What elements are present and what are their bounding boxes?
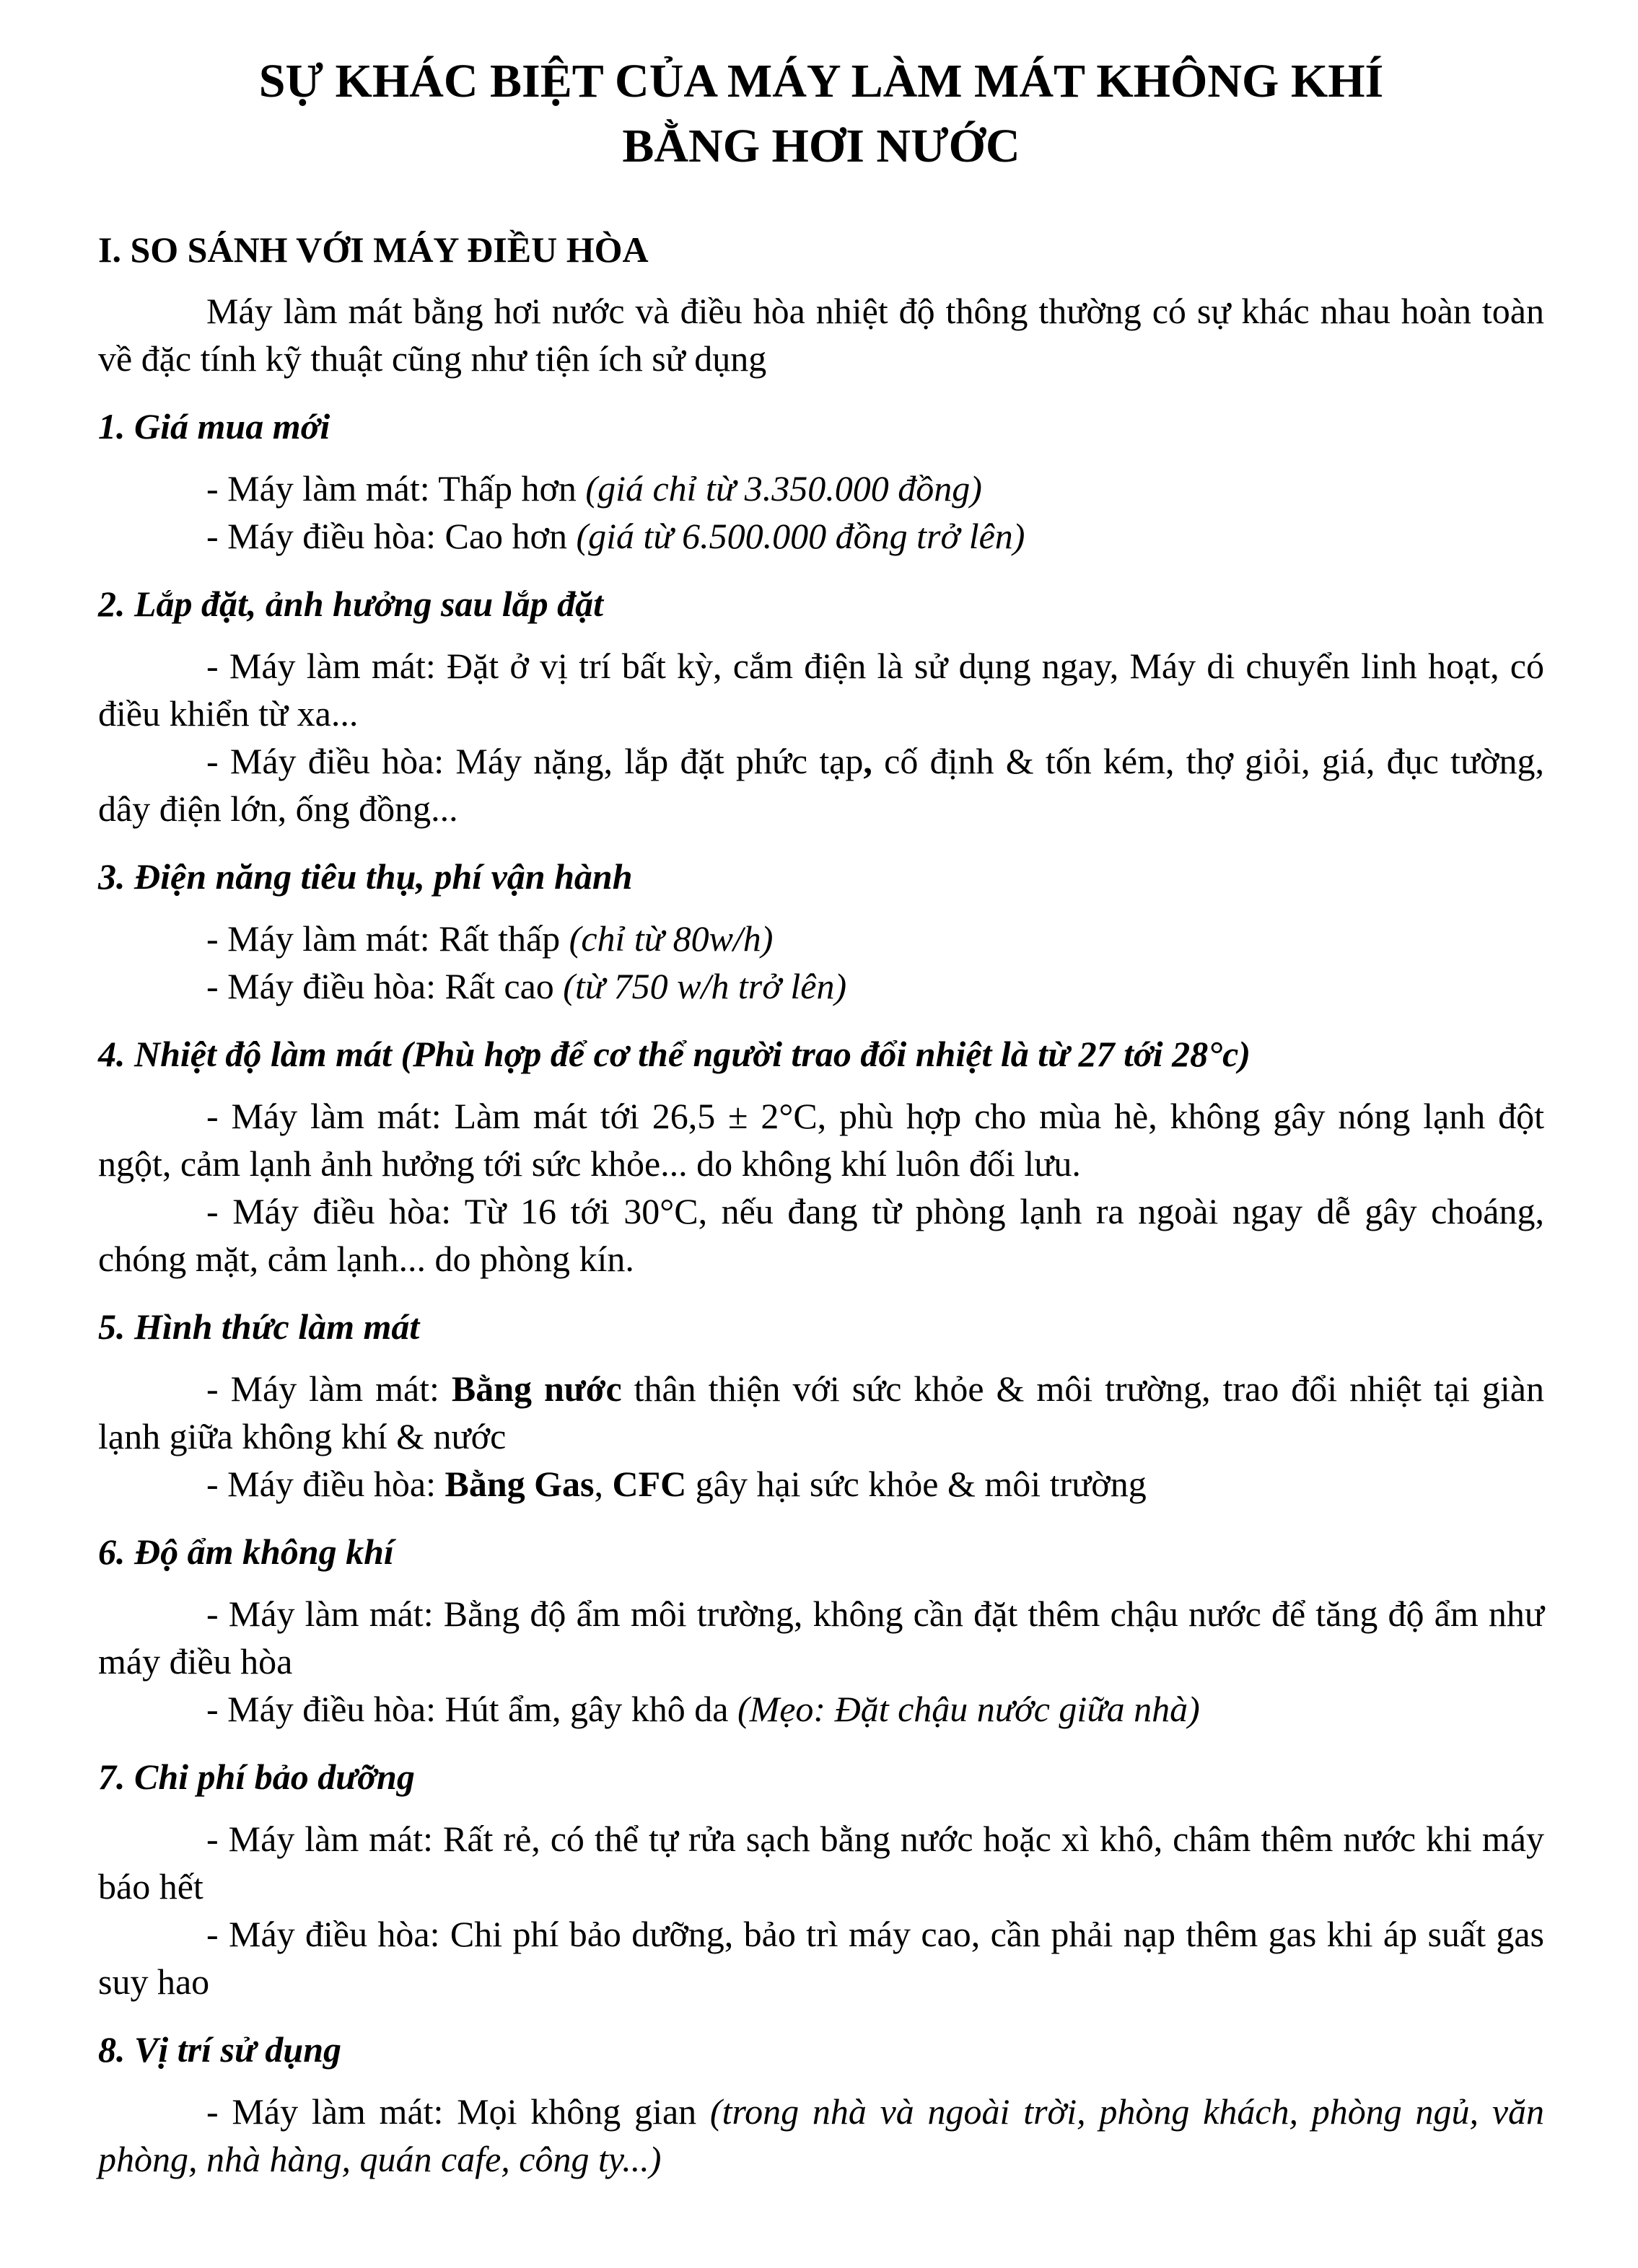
comparison-entry	[98, 1460, 1544, 1508]
comparison-entry	[98, 1815, 1544, 1910]
entry-text-segment: - Máy làm mát: Bằng độ ẩm môi trường, không cần đặt thêm chậu nước để tăng độ ẩm như máy điều hòa	[98, 1594, 1544, 1682]
comparison-entry	[98, 737, 1544, 832]
document-title	[98, 49, 1544, 179]
comparison-entry	[98, 512, 1544, 560]
entry-text-segment: (chỉ từ 80w/h)	[569, 918, 774, 959]
entry-text-segment: - Máy điều hòa: Cao hơn	[206, 516, 577, 556]
item-heading: 4. Nhiệt độ làm mát (Phù hợp để cơ thể người trao đổi nhiệt là từ 27 tới 28°c)	[98, 1034, 1251, 1074]
entry-text-segment: - Máy làm mát: Đặt ở vị trí bất kỳ, cắm điện là sử dụng ngay, Máy di chuyển linh hoạt, có điều khiển từ xa...	[98, 646, 1544, 734]
item-heading: 2. Lắp đặt, ảnh hưởng sau lắp đặt	[98, 584, 603, 624]
comparison-entry	[98, 1910, 1544, 2005]
entry-text-segment: - Máy điều hòa: Từ 16 tới 30°C, nếu đang từ phòng lạnh ra ngoài ngay dễ gây choáng, chóng mặt, cảm lạnh... do phòng kín.	[98, 1191, 1544, 1279]
entry-text-segment: - Máy điều hòa:	[206, 1464, 445, 1504]
entry-text-segment: - Máy làm mát: Mọi không gian	[206, 2091, 710, 2132]
entry-text-segment: - Máy làm mát: Thấp hơn	[206, 468, 586, 509]
comparison-entry	[98, 915, 1544, 962]
entry-text-segment: CFC	[612, 1464, 687, 1504]
entry-text-segment: - Máy làm mát: Rất rẻ, có thể tự rửa sạch bằng nước hoặc xì khô, châm thêm nước khi máy báo hết	[98, 1819, 1544, 1907]
section-heading: I. SO SÁNH VỚI MÁY ĐIỀU HÒA	[98, 229, 649, 270]
item-heading: 5. Hình thức làm mát	[98, 1306, 420, 1347]
comparison-entry	[98, 1092, 1544, 1187]
comparison-items	[98, 403, 1544, 2183]
item-heading: 3. Điện năng tiêu thụ, phí vận hành	[98, 856, 633, 897]
entry-text-segment: (trong nhà và ngoài trời, phòng khách, phòng ngủ, văn phòng, nhà hàng, quán cafe, công ty...)	[98, 2091, 1545, 2179]
entry-text-segment: (giá chỉ từ 3.350.000 đồng)	[585, 468, 982, 509]
entry-text-segment: - Máy làm mát:	[206, 1368, 452, 1409]
entry-text-segment: ,	[594, 1464, 613, 1504]
item-heading: 1. Giá mua mới	[98, 406, 330, 447]
entry-text-segment: - Máy làm mát: Làm mát tới 26,5 ± 2°C, phù hợp cho mùa hè, không gây nóng lạnh đột ngột, cảm lạnh ảnh hưởng tới sức khỏe... do không khí luôn đối lưu.	[98, 1096, 1544, 1184]
entry-text-segment: (từ 750 w/h trở lên)	[563, 966, 847, 1006]
entry-text-segment: - Máy điều hòa: Hút ẩm, gây khô da	[206, 1689, 737, 1729]
title-line-1: SỰ KHÁC BIỆT CỦA MÁY LÀM MÁT KHÔNG KHÍ	[258, 55, 1384, 107]
entry-text-segment: (Mẹo: Đặt chậu nước giữa nhà)	[737, 1689, 1200, 1729]
entry-text-segment: cố định & tốn kém, thợ giỏi, giá, đục tường, dây điện lớn, ống đồng...	[98, 741, 1544, 829]
entry-text-segment: - Máy điều hòa: Chi phí bảo dưỡng, bảo trì máy cao, cần phải nạp thêm gas khi áp suất gas suy hao	[98, 1914, 1544, 2002]
entry-text-segment: thân thiện với sức khỏe & môi trường, trao đổi nhiệt tại giàn lạnh giữa không khí & nước	[98, 1368, 1544, 1456]
entry-text-segment: - Máy làm mát: Rất thấp	[206, 918, 569, 959]
item-heading: 8. Vị trí sử dụng	[98, 2029, 342, 2070]
item-heading: 6. Độ ẩm không khí	[98, 1531, 394, 1572]
entry-text-segment: Bằng nước	[451, 1368, 622, 1409]
title-line-2: BẰNG HƠI NƯỚC	[622, 120, 1020, 172]
comparison-entry	[98, 642, 1544, 737]
entry-text-segment: Bằng Gas	[444, 1464, 595, 1504]
comparison-entry	[98, 2088, 1544, 2183]
section-intro: Máy làm mát bằng hơi nước và điều hòa nhiệt độ thông thường có sự khác nhau hoàn toàn về đặc tính kỹ thuật cũng như tiện ích sử dụng	[98, 291, 1544, 379]
comparison-entry	[98, 465, 1544, 512]
entry-text-segment: gây hại sức khỏe & môi trường	[686, 1464, 1147, 1504]
comparison-entry	[98, 1590, 1544, 1685]
entry-text-segment: (giá từ 6.500.000 đồng trở lên)	[576, 516, 1025, 556]
comparison-entry	[98, 1187, 1544, 1283]
entry-text-segment: ,	[863, 741, 872, 781]
entry-text-segment: - Máy điều hòa: Rất cao	[206, 966, 564, 1006]
comparison-entry	[98, 1685, 1544, 1733]
comparison-entry	[98, 1365, 1544, 1460]
entry-text-segment: - Máy điều hòa: Máy nặng, lắp đặt phức tạp	[206, 741, 864, 781]
comparison-entry	[98, 962, 1544, 1010]
item-heading: 7. Chi phí bảo dưỡng	[98, 1757, 415, 1797]
